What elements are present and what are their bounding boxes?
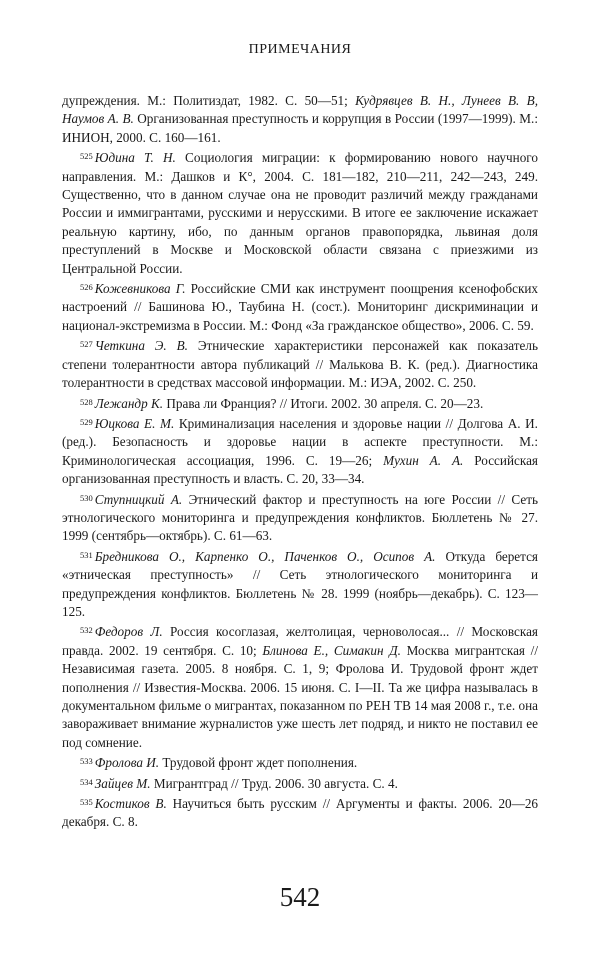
endnote-525 xyxy=(62,147,538,278)
endnote-532 xyxy=(62,621,538,752)
note-number: 527 xyxy=(80,339,93,350)
note-author: Федоров Л. xyxy=(94,624,163,640)
note-number: 531 xyxy=(80,549,93,560)
note-text: Организованная преступность и коррупция в России (1997—1999). М.: ИНИОН, 2000. С. 160—161. xyxy=(62,111,538,145)
note-text: Социология миграции: к формированию нового научного направления. М.: Дашков и К°, 2004. С. 181—182, 210—211, 242—243, 249. Существенно, что в данном случае она не проводит различий между гражданами России и иммигрантами, русскими и нерусскими. В итоге ее заключение искажает реальную картину, ибо, по данным органов правопорядка, львиная доля преступлений в Москве и Московской области связана с приезжими из Центральной России. xyxy=(62,150,538,276)
note-text: Права ли Франция? // Итоги. 2002. 30 апреля. С. 20—23. xyxy=(163,395,484,411)
note-author: Фролова И. xyxy=(94,755,160,771)
note-text: Мигрантград // Труд. 2006. 30 августа. С. 4. xyxy=(150,775,398,791)
note-text: Российские СМИ как инструмент поощрения ксенофобских настроений // Башинова Ю., Таубина Н. (сост.). Мониторинг дискриминации и национал-экстремизма в России. М.: Фонд «За гражданское общество», 2006. С. 59. xyxy=(62,281,538,333)
note-number: 525 xyxy=(80,151,93,162)
endnote-533 xyxy=(62,752,538,772)
note-author: Кудрявцев В. Н., Лунеев В. В, Наумов А. В. xyxy=(62,93,538,127)
note-author: Ступницкий А. xyxy=(94,491,183,507)
endnote-continued xyxy=(62,92,538,147)
note-text: Научиться быть русским // Аргументы и факты. 2006. 20—26 декабря. С. 8. xyxy=(62,796,539,830)
note-text: Криминализация населения и здоровье нации // Долгова А. И. (ред.). Безопасность и здоровье нации в аспекте преступности. М.: Криминологическая ассоциация, 1996. С. 19—26; xyxy=(62,415,538,468)
note-author: Юцкова Е. М. xyxy=(94,415,175,431)
note-author: Лежандр К. xyxy=(94,395,164,411)
running-head: ПРИМЕЧАНИЯ xyxy=(248,42,352,57)
page-number: 542 xyxy=(279,882,321,912)
note-author: Зайцев М. xyxy=(94,775,151,791)
endnote-535 xyxy=(62,793,538,832)
note-number: 528 xyxy=(80,396,93,407)
note-number: 534 xyxy=(80,776,93,787)
endnote-531 xyxy=(62,546,538,622)
endnote-530 xyxy=(62,489,538,546)
note-text: Этнические характеристики персонажей как показатель степени толерантности автора публикаций // Малькова В. К. (ред.). Диагностика толерантности в средствах массовой информации. М.: ИЭА, 2002. С. 250. xyxy=(62,338,538,391)
note-text: Этнический фактор и преступность на юге России // Сеть этнологического мониторинга и предупреждения конфликтов. Бюллетень № 27. 1999 (сентябрь—октябрь). С. 61—63. xyxy=(62,491,538,544)
note-author: Блинова Е., Симакин Д. xyxy=(262,642,401,658)
note-number: 532 xyxy=(80,625,93,636)
note-number: 535 xyxy=(80,797,93,808)
note-number: 526 xyxy=(80,282,93,293)
note-author: Кожевникова Г. xyxy=(94,281,186,297)
endnote-527 xyxy=(62,335,538,392)
note-text: Откуда берется «этническая преступность» // Сеть этнологического мониторинга и предупреждения конфликтов. Бюллетень № 28. 1999 (ноябрь—декабрь). С. 123—125. xyxy=(62,548,538,619)
note-text: Россия косоглазая, желтолицая, черноволосая... // Московская правда. 2002. 19 сентября. С. 10; xyxy=(62,624,538,658)
note-author: Мухин А. А. xyxy=(383,452,464,468)
note-author: Четкина Э. В. xyxy=(94,338,188,354)
note-author: Юдина Т. Н. xyxy=(94,150,176,166)
note-author: Костиков В. xyxy=(94,796,167,812)
notes-list xyxy=(62,92,538,832)
note-text: Москва мигрантская // Независимая газета. 2005. 8 ноября. С. 1, 9; Фролова И. Трудовой фронт ждет пополнения // Известия-Москва. 2006. 15 июня. С. I—II. Та же цифра называлась в документальном фильме о мигрантах, показанном по РЕН ТВ 14 мая 2008 г., т.е. она завораживает внимание журналистов уже шесть лет подряд, и никто не поставил ее под сомнение. xyxy=(62,642,538,750)
endnote-534 xyxy=(62,773,538,793)
note-text: Российская организованная преступность и власть. С. 20, 33—34. xyxy=(62,452,539,487)
endnote-526 xyxy=(62,278,538,335)
note-author: Бредникова О., Карпенко О., Паченков О., Осипов А. xyxy=(94,548,436,564)
note-number: 533 xyxy=(80,756,93,767)
endnote-529 xyxy=(62,413,538,489)
note-text: Трудовой фронт ждет пополнения. xyxy=(159,755,358,771)
note-number: 529 xyxy=(80,416,93,427)
note-number: 530 xyxy=(80,492,93,503)
note-text: дупреждения. М.: Политиздат, 1982. С. 50—51; xyxy=(62,93,356,108)
endnote-528 xyxy=(62,393,538,413)
